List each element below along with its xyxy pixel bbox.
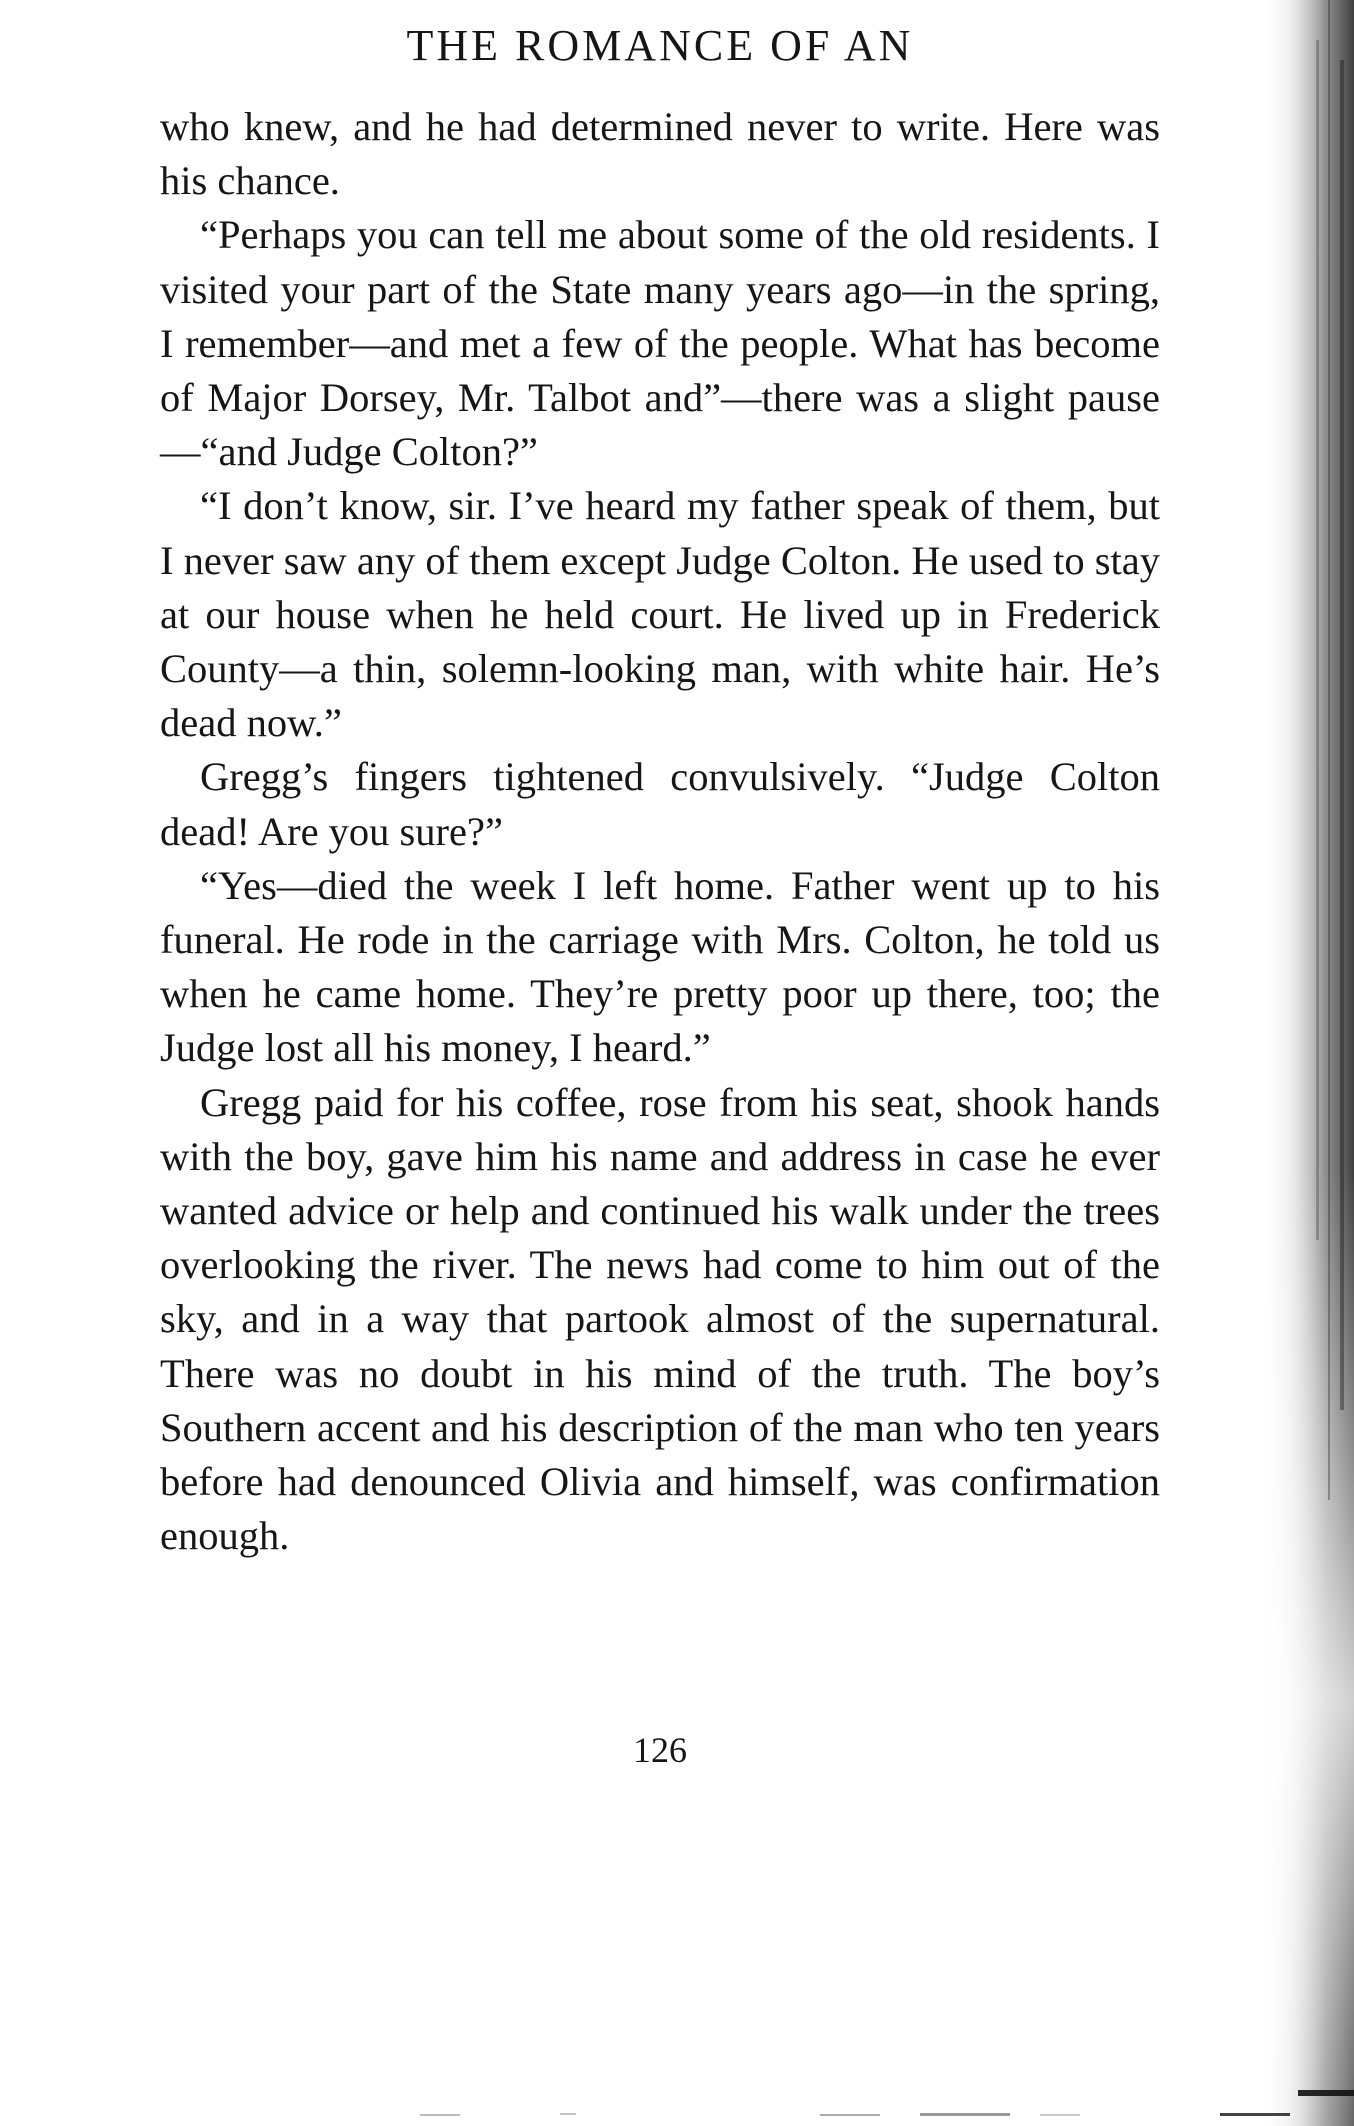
paragraph: “Perhaps you can tell me about some of the old residents. I visited your part of the State many years ago—in the spring, I remember—and met a few of the people. What has become of Major Dorsey, Mr. Talbot and”—there was a slight pause—“and Judge Colton?”: [160, 212, 1160, 475]
paragraph: who knew, and he had determined never to write. Here was his chance.: [160, 104, 1160, 204]
gutter-shadow: [1258, 0, 1354, 2126]
body-text: [160, 100, 1160, 1563]
paragraph: “Yes—died the week I left home. Father went up to his funeral. He rode in the carriage with Mrs. Colton, he told us when he came home. They’re pretty poor up there, too; the Judge lost all his money, I heard.”: [160, 862, 1160, 1071]
scan-specks: [400, 2108, 1354, 2122]
paragraph: Gregg paid for his coffee, rose from his seat, shook hands with the boy, gave him his name and address in case he ever wanted advice or help and continued his walk under the trees overlooking the river. The news had come to him out of the sky, and in a way that partook almost of the supernatural. There was no doubt in his mind of the truth. The boy’s Southern accent and his description of the man who ten years before had denounced Olivia and himself, was confirmation enough.: [160, 1079, 1160, 1559]
paragraph: Gregg’s fingers tightened convulsively. “Judge Colton dead! Are you sure?”: [160, 754, 1160, 854]
paragraph: “I don’t know, sir. I’ve heard my father speak of them, but I never saw any of them except Judge Colton. He used to stay at our house when he held court. He lived up in Frederick County—a thin, solemn-looking man, with white hair. He’s dead now.”: [160, 483, 1160, 746]
running-head: THE ROMANCE OF AN: [406, 21, 914, 70]
page-number: 126: [633, 1730, 687, 1770]
